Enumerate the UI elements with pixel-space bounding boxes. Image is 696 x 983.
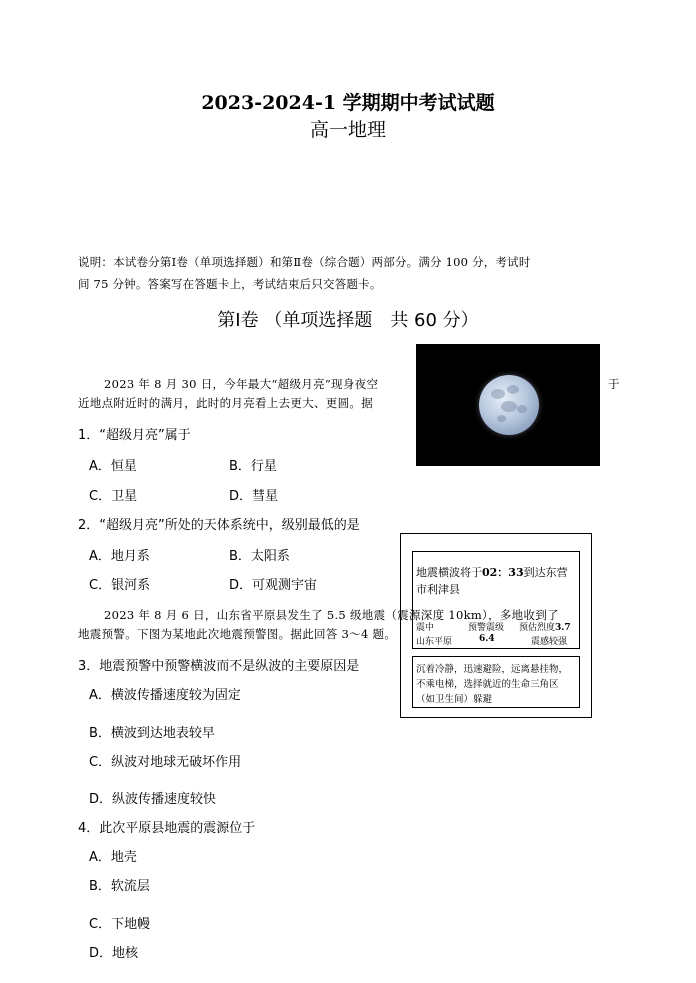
q1-option-b[interactable]: B．行星 (229, 459, 277, 474)
arrival-time: 02：33 (482, 566, 524, 579)
epicenter-name: 山东平原 (416, 637, 453, 647)
alert-info-box (412, 551, 580, 649)
passage1-line-1: 2023 年 8 月 30 日，今年最大“超级月亮”现身夜空 (104, 377, 379, 391)
q1-option-d[interactable]: D．彗星 (229, 489, 279, 504)
advice-line-2: 不乘电梯，选择就近的生命三角区 (416, 679, 559, 690)
q4-option-a[interactable]: A．地壳 (89, 850, 137, 865)
q4-option-b[interactable]: B．软流层 (89, 879, 150, 894)
q2-option-d[interactable]: D．可观测宇宙 (229, 578, 318, 593)
q1-option-a[interactable]: A．恒星 (89, 459, 137, 474)
question-1: 1．“超级月亮”属于 (78, 428, 191, 443)
passage2-line-2: 地震预警。下图为某地此次地震预警图。据此回答 3～4 题。 (78, 627, 397, 641)
epicenter-label: 震中 (416, 623, 435, 633)
question-3: 3．地震预警中预警横波而不是纵波的主要原因是 (78, 659, 360, 674)
q2-option-c[interactable]: C．银河系 (89, 578, 151, 593)
question-2: 2．“超级月亮”所处的天体系统中，级别最低的是 (78, 518, 360, 533)
intensity-label: 预估烈度 (519, 623, 556, 633)
passage1-line-1-tail: 于 (608, 377, 620, 391)
warning-level-value: 6.4 (479, 634, 495, 644)
felt-label: 震感较强 (531, 637, 568, 647)
q2-option-a[interactable]: A．地月系 (89, 549, 150, 564)
q3-option-a[interactable]: A．横波传播速度较为固定 (89, 688, 241, 703)
intensity-value: 3.7 (555, 623, 571, 633)
arrival-prefix: 地震横波将于 (416, 566, 482, 579)
arrival-line-2: 市利津县 (416, 583, 460, 596)
exam-title: 2023-2024-1 学期期中考试试题 (201, 92, 495, 114)
q3-option-d[interactable]: D．纵波传播速度较快 (89, 792, 217, 807)
passage2-line-1: 2023 年 8 月 6 日，山东省平原县发生了 5.5 级地震（震源深度 10km），多地收到了 (104, 608, 559, 622)
q3-option-c[interactable]: C．纵波对地球无破坏作用 (89, 755, 242, 770)
section-heading: 第Ⅰ卷 （单项选择题 共 60 分） (217, 310, 479, 331)
q4-option-d[interactable]: D．地核 (89, 946, 139, 961)
q1-option-c[interactable]: C．卫星 (89, 489, 138, 504)
moon-photo (416, 344, 600, 466)
arrival-suffix: 到达东营 (523, 566, 568, 579)
q2-option-b[interactable]: B．太阳系 (229, 549, 290, 564)
question-4: 4．此次平原县地震的震源位于 (78, 821, 256, 836)
safety-advice-box (412, 656, 580, 708)
advice-line-3: （如卫生间）躲避 (416, 694, 493, 705)
instructions (78, 251, 623, 295)
warning-level-label: 预警震级 (468, 623, 505, 633)
q3-option-b[interactable]: B．横波到达地表较早 (89, 726, 215, 741)
instructions-line-2: 间 75 分钟。答案写在答题卡上，考试结束后只交答题卡。 (78, 277, 382, 291)
q4-option-c[interactable]: C．下地幔 (89, 917, 151, 932)
advice-line-1: 沉着冷静，迅速避险，远离悬挂物， (416, 664, 569, 675)
full-moon-icon (479, 375, 539, 435)
passage1-line-2: 近地点附近时的满月，此时的月亮看上去更大、更圆。据 (78, 396, 373, 410)
arrival-line-1 (416, 564, 568, 580)
subject-title: 高一地理 (309, 119, 386, 141)
instructions-line-1: 说明：本试卷分第Ⅰ卷（单项选择题）和第Ⅱ卷（综合题）两部分。满分 100 分，考试时 (78, 255, 531, 269)
